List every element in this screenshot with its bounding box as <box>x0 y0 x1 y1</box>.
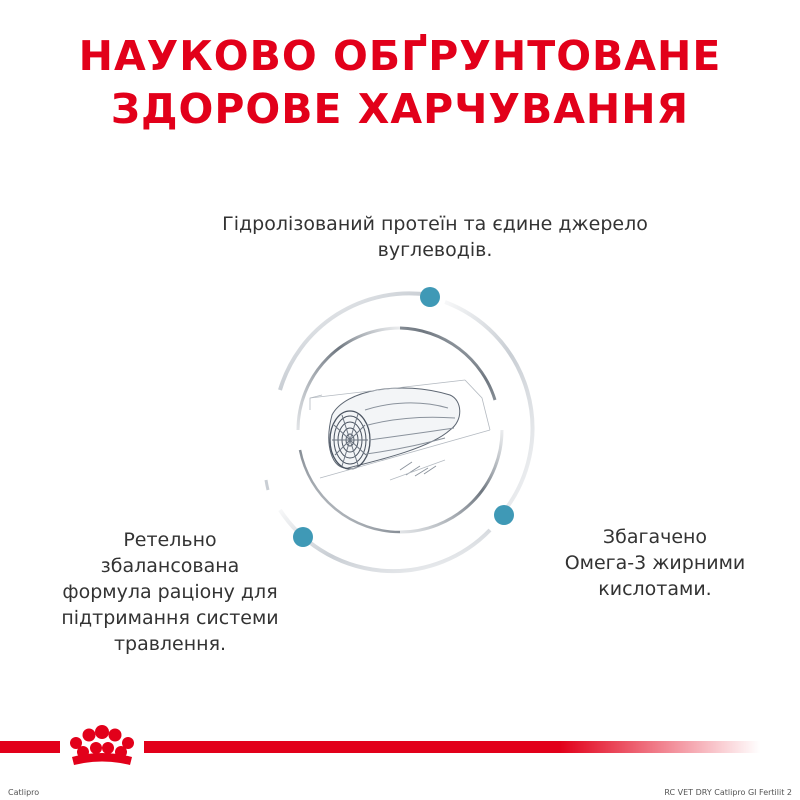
kibble-drawing <box>310 380 490 480</box>
legal-text-left: Catlipro <box>8 788 40 797</box>
legal-text-right: RC VET DRY Catlipro GI Fertilit 2 <box>664 788 792 797</box>
benefit-right-caption <box>520 524 790 602</box>
headline-line-2: ЗДОРОВЕ ХАРЧУВАННЯ <box>110 85 690 133</box>
benefit-left-line-1: Ретельно <box>123 529 217 551</box>
benefit-top-line-1: Гідролізований протеїн та єдине джерело <box>222 213 648 235</box>
headline-line-1: НАУКОВО ОБҐРУНТОВАНЕ <box>78 32 722 80</box>
benefit-left-line-4: підтримання системи <box>61 607 279 629</box>
benefit-left-line-3: формула раціону для <box>62 581 278 603</box>
benefit-right-line-1: Збагачено <box>602 526 708 548</box>
benefit-left-line-2: збалансована <box>100 555 240 577</box>
benefit-left-line-5: травлення. <box>113 633 227 655</box>
benefit-right-line-3: кислотами. <box>598 578 712 600</box>
benefit-right-line-2: Омега-3 жирними <box>564 552 746 574</box>
royal-canin-crown-icon <box>60 721 144 773</box>
benefit-top-line-2: вуглеводів. <box>377 239 493 261</box>
headline <box>0 30 800 136</box>
benefit-top-caption <box>180 211 690 263</box>
marker-right-dot-icon <box>494 505 514 525</box>
benefit-left-caption <box>20 527 320 657</box>
marker-top-dot-icon <box>420 287 440 307</box>
